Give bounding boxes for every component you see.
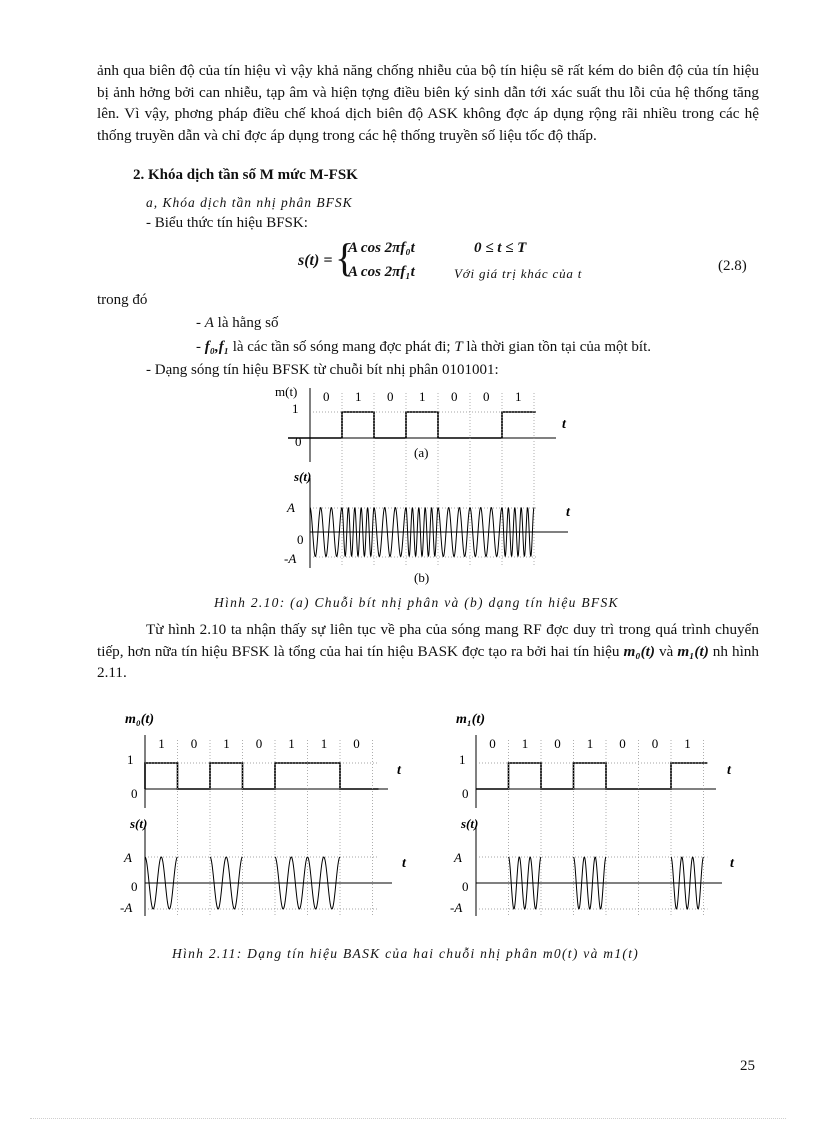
fig211-right-zero: 0 xyxy=(462,786,469,801)
def-a-text: là hằng số xyxy=(213,315,279,331)
fig211-right-zero-s: 0 xyxy=(462,879,469,894)
intro-paragraph: ảnh qua biên độ của tín hiệu vì vậy khả năng chống nhiễu của bộ tín hiệu sẽ rất kém do biên độ của tín hiệu bị ảnh hởng bởi can nhiễu, tạp âm và hiện tợng điều biên ký sinh dẫn tới xác suất thu lỗi của hệ thống tăng lên. Vì vậy, phơng pháp điều chế khoá dịch biên độ ASK không đợc áp dụng rộng rãi nhiều trong các hệ thống truyền dẫn và chỉ đợc áp dụng trong các hệ thống truyền số liệu tốc độ thấp. xyxy=(97,62,759,144)
def-t-symbol: T xyxy=(454,339,463,355)
fig210-square-wave xyxy=(288,412,536,438)
def-f-text: là các tần số sóng mang đợc phát đi; xyxy=(228,339,455,355)
fig211-left-zero: 0 xyxy=(131,786,138,801)
fig210-amp-pos: A xyxy=(287,500,295,515)
fig211-bit-labels xyxy=(158,736,691,751)
figure-2-11-caption: Hình 2.11: Dạng tín hiệu BASK của hai chuỗi nhị phân m0(t) và m1(t) xyxy=(172,946,640,961)
fig210-t-label-a: t xyxy=(562,417,566,432)
fig211-right-amp-neg: -A xyxy=(450,900,463,915)
fig210-bit-label: 0 xyxy=(387,389,394,404)
fig211-right-s-label: s(t) xyxy=(461,816,479,831)
fig211-left-s-label: s(t) xyxy=(130,816,148,831)
fig211-m0-label: m₀(t) xyxy=(125,712,154,727)
fig210-bit-label: 1 xyxy=(515,389,522,404)
fig211-left-bit-label: 1 xyxy=(320,736,328,751)
fig211-right-bit-label: 0 xyxy=(554,736,561,751)
fig211-left-amp-neg: -A xyxy=(120,900,133,915)
equation-row2-expr: A cos 2πf₁t xyxy=(348,264,415,280)
figure-2-11-drawing xyxy=(145,735,722,917)
fig211-left-bit-label: 0 xyxy=(255,736,263,751)
fig210-t-label-b: t xyxy=(566,505,570,520)
def-t-text: là thời gian tồn tại của một bít. xyxy=(462,339,651,355)
bullet-waveform: - Dạng sóng tín hiệu BFSK từ chuỗi bít nhị phân 0101001: xyxy=(146,362,499,378)
fig210-one-label: 1 xyxy=(292,401,299,416)
fig211-left-square-wave xyxy=(145,763,379,789)
fig210-zero-s: 0 xyxy=(297,532,304,547)
fig211-left-t-a: t xyxy=(397,763,401,778)
fig211-left-bit-label: 0 xyxy=(353,736,360,751)
fig210-bit-label: 0 xyxy=(483,389,490,404)
fig210-m-label: m(t) xyxy=(275,384,298,399)
fig210-part-a: (a) xyxy=(414,445,429,460)
def-a-symbol: A xyxy=(204,315,214,331)
fig211-right-bit-label: 1 xyxy=(586,736,594,751)
fig211-right-square-wave xyxy=(476,763,708,789)
bullet-expression: - Biểu thức tín hiệu BFSK: xyxy=(146,215,308,231)
fig211-left-t-b: t xyxy=(402,856,406,871)
def-a: - A là hằng số xyxy=(196,315,279,331)
fig211-left-bit-label: 1 xyxy=(288,736,295,751)
fig210-s-label: s(t) xyxy=(294,469,312,484)
fig211-right-t-b: t xyxy=(730,856,734,871)
fig211-left-bit-label: 1 xyxy=(223,736,230,751)
paragraph-2 xyxy=(97,619,759,684)
fig211-right-bit-label: 1 xyxy=(521,736,529,751)
fig210-bit-label: 1 xyxy=(355,389,362,404)
fig211-left-bit-label: 0 xyxy=(190,736,198,751)
fig211-right-bit-label: 1 xyxy=(684,736,691,751)
paragraph-2-and: và xyxy=(654,642,678,660)
equation-row1-expr: A cos 2πf₀t xyxy=(348,240,415,256)
page-number: 25 xyxy=(740,1058,755,1074)
where-label: trong đó xyxy=(97,292,148,308)
paragraph-2-text: Từ hình 2.10 ta nhận thấy sự liên tục về pha của sóng mang RF đợc duy trì trong quá trình chuyển tiếp, hơn nữa tín hiệu BFSK là tổng của hai tín hiệu BASK đợc tạo ra bởi hai tín hiệu xyxy=(97,621,759,660)
equation-brace: { xyxy=(335,235,355,280)
fig210-zero-label: 0 xyxy=(295,434,302,449)
fig210-part-b: (b) xyxy=(414,570,430,585)
paragraph-2-end: nh hình 2.11. xyxy=(97,642,759,681)
figure-2-10-caption: Hình 2.10: (a) Chuỗi bít nhị phân và (b) dạng tín hiệu BFSK xyxy=(214,595,619,610)
fig211-right-one: 1 xyxy=(459,752,466,767)
fig211-right-bit-label: 0 xyxy=(489,736,496,751)
fig211-right-bit-label: 0 xyxy=(651,736,659,751)
fig211-left-zero-s: 0 xyxy=(131,879,138,894)
figure-2-10-drawing xyxy=(288,388,568,568)
figure-2-11 xyxy=(0,690,816,930)
paragraph-2-m1: m₁(t) xyxy=(677,642,709,660)
fig210-amp-neg: -A xyxy=(284,551,297,566)
fig211-m1-label: m₁(t) xyxy=(456,712,485,727)
equation-row2-cond: Với giá trị khác của t xyxy=(454,266,583,281)
fig210-bit-label: 0 xyxy=(451,389,458,404)
section-heading: 2. Khóa dịch tần số M mức M-FSK xyxy=(133,167,358,183)
fig211-right-bit-label: 0 xyxy=(619,736,626,751)
paragraph-2-m0: m₀(t) xyxy=(623,642,655,660)
fig210-bit-labels xyxy=(323,389,522,404)
fig211-left-amp-pos: A xyxy=(124,850,132,865)
page-bottom-rule xyxy=(30,1118,786,1119)
fig211-left-one: 1 xyxy=(127,752,134,767)
def-f: - f₀,f₁ là các tần số sóng mang đợc phát đi; T là thời gian tồn tại của một bít. xyxy=(196,339,651,355)
fig210-bit-label: 1 xyxy=(419,389,426,404)
equation-lhs: s(t) = xyxy=(298,252,333,269)
equation-row1-cond: 0 ≤ t ≤ T xyxy=(474,240,527,256)
def-f-symbol: f₀,f₁ xyxy=(204,339,229,355)
fig211-right-amp-pos: A xyxy=(454,850,462,865)
fig210-bit-label: 0 xyxy=(323,389,330,404)
subsection-heading: a, Khóa dịch tần nhị phân BFSK xyxy=(146,195,353,210)
fig211-right-t-a: t xyxy=(727,763,731,778)
equation-number: (2.8) xyxy=(718,258,747,274)
fig211-left-bit-label: 1 xyxy=(158,736,165,751)
